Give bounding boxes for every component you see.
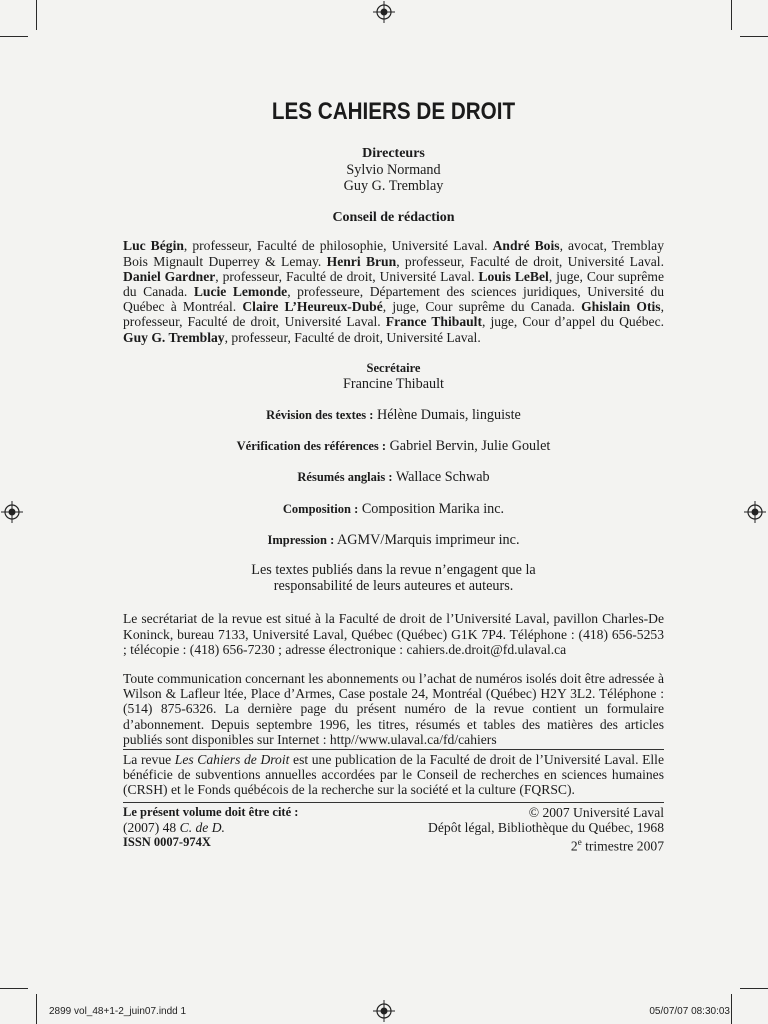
crop-mark-top-right bbox=[731, 0, 732, 30]
member-name: Claire L’Heureux-Dubé bbox=[242, 299, 383, 315]
secretariat-paragraph: Le secrétariat de la revue est situé à la Faculté de droit de l’Université Laval, pavillon Charles-De Koninck, bureau 7133, Université Laval, Québec (Québec) G1K 7P4. Téléphone : (418) 656-5253 ; télécopie : (418) 656-7230 ; adresse électronique : cahiers.de.droit@fd.ulaval.ca bbox=[123, 611, 664, 657]
member-name: Daniel Gardner bbox=[123, 268, 216, 284]
crop-mark-top-left bbox=[36, 0, 37, 30]
revue-paragraph: La revue Les Cahiers de Droit est une publication de la Faculté de droit de l’Université Laval. Elle bénéficie de subventions annuelles accordées par le Conseil de recherches en sciences humaines (CRSH) et le Fonds québécois de la recherche sur la société et la culture (FQRSC). bbox=[123, 752, 664, 798]
member-name: Henri Brun bbox=[326, 253, 397, 269]
secretaire-heading: Secrétaire bbox=[366, 360, 421, 375]
member-name: André Bois bbox=[492, 238, 560, 254]
crop-mark-left-bottom bbox=[0, 988, 28, 989]
registration-mark-icon bbox=[744, 501, 766, 523]
credit-revision: Révision des textes : Hélène Dumais, linguiste bbox=[266, 407, 521, 424]
member-name: Guy G. Tremblay bbox=[123, 329, 225, 345]
divider bbox=[123, 749, 664, 750]
member-name: Lucie Lemonde bbox=[193, 284, 288, 300]
page-content bbox=[123, 92, 664, 853]
trimestre: 2e trimestre 2007 bbox=[570, 836, 664, 854]
journal-title: LES CAHIERS DE DROIT bbox=[271, 98, 516, 125]
credit-impression: Impression : AGMV/Marquis imprimeur inc. bbox=[267, 531, 520, 548]
crop-mark-bottom-left bbox=[36, 994, 37, 1024]
depot-legal: Dépôt légal, Bibliothèque du Québec, 1968 bbox=[428, 819, 664, 835]
copyright: © 2007 Université Laval bbox=[528, 804, 664, 820]
conseil-heading: Conseil de rédaction bbox=[332, 210, 455, 226]
member-name: France Thibault bbox=[385, 314, 482, 330]
credit-verification: Vérification des références : Gabriel Bervin, Julie Goulet bbox=[236, 438, 551, 455]
citation-label: Le présent volume doit être cité : bbox=[123, 804, 299, 819]
crop-mark-left-top bbox=[0, 36, 28, 37]
member-name: Louis LeBel bbox=[478, 268, 549, 284]
communication-paragraph: Toute communication concernant les abonnements ou l’achat de numéros isolés doit être adressée à Wilson & Lafleur ltée, Place d’Armes, Case postale 24, Montréal (Québec) H2Y 3L2. Téléphone : (514) 875-6326. La dernière page du présent numéro de la revue contient un formulaire d’abonnement. Depuis septembre 1996, les titres, résumés et tables des matières des articles publiés sont disponibles sur Internet : http//www.ulaval.ca/fd/cahiers bbox=[123, 671, 664, 747]
footer-filename: 2899 vol_48+1-2_juin07.indd 1 bbox=[49, 1006, 187, 1017]
footer-timestamp: 05/07/07 08:30:03 bbox=[649, 1006, 730, 1017]
crop-mark-right-top bbox=[740, 36, 768, 37]
secretaire-name: Francine Thibault bbox=[343, 375, 444, 392]
registration-mark-icon bbox=[373, 1, 395, 23]
registration-mark-icon bbox=[1, 501, 23, 523]
conseil-members: Luc Bégin, professeur, Faculté de philosophie, Université Laval. André Bois, avocat, Tremblay Bois Mignault Duperrey & Lemay. Henri Brun, professeur, Faculté de droit, Université Laval. Daniel Gardner, professeur, Faculté de droit, Université Laval. Louis LeBel, juge, Cour suprême du Canada. Lucie Lemonde, professeure, Département des sciences juridiques, Université du Québec à Montréal. Claire L’Heureux-Dubé, juge, Cour suprême du Canada. Ghislain Otis, professeur, Faculté de droit, Université Laval. France Thibault, juge, Cour d’appel du Québec. Guy G. Tremblay, professeur, Faculté de droit, Université Laval. bbox=[123, 238, 664, 345]
crop-mark-right-bottom bbox=[740, 988, 768, 989]
member-name: Ghislain Otis bbox=[581, 299, 661, 315]
directeurs-heading: Directeurs bbox=[362, 146, 425, 161]
member-name: Luc Bégin bbox=[123, 238, 184, 254]
disclaimer: Les textes publiés dans la revue n’engagent que la responsabilité de leurs auteures et auteurs. bbox=[251, 562, 536, 595]
crop-mark-bottom-right bbox=[731, 994, 732, 1024]
citation-block bbox=[123, 805, 664, 854]
credit-resumes: Résumés anglais : Wallace Schwab bbox=[297, 469, 490, 486]
issn: ISSN 0007-974X bbox=[123, 834, 211, 849]
directeur-name: Guy G. Tremblay bbox=[343, 178, 444, 195]
divider bbox=[123, 802, 664, 803]
citation-reference: (2007) 48 C. de D. bbox=[123, 819, 225, 835]
directeur-name: Sylvio Normand bbox=[346, 162, 441, 178]
credit-composition: Composition : Composition Marika inc. bbox=[282, 500, 505, 517]
registration-mark-icon bbox=[373, 1000, 395, 1022]
